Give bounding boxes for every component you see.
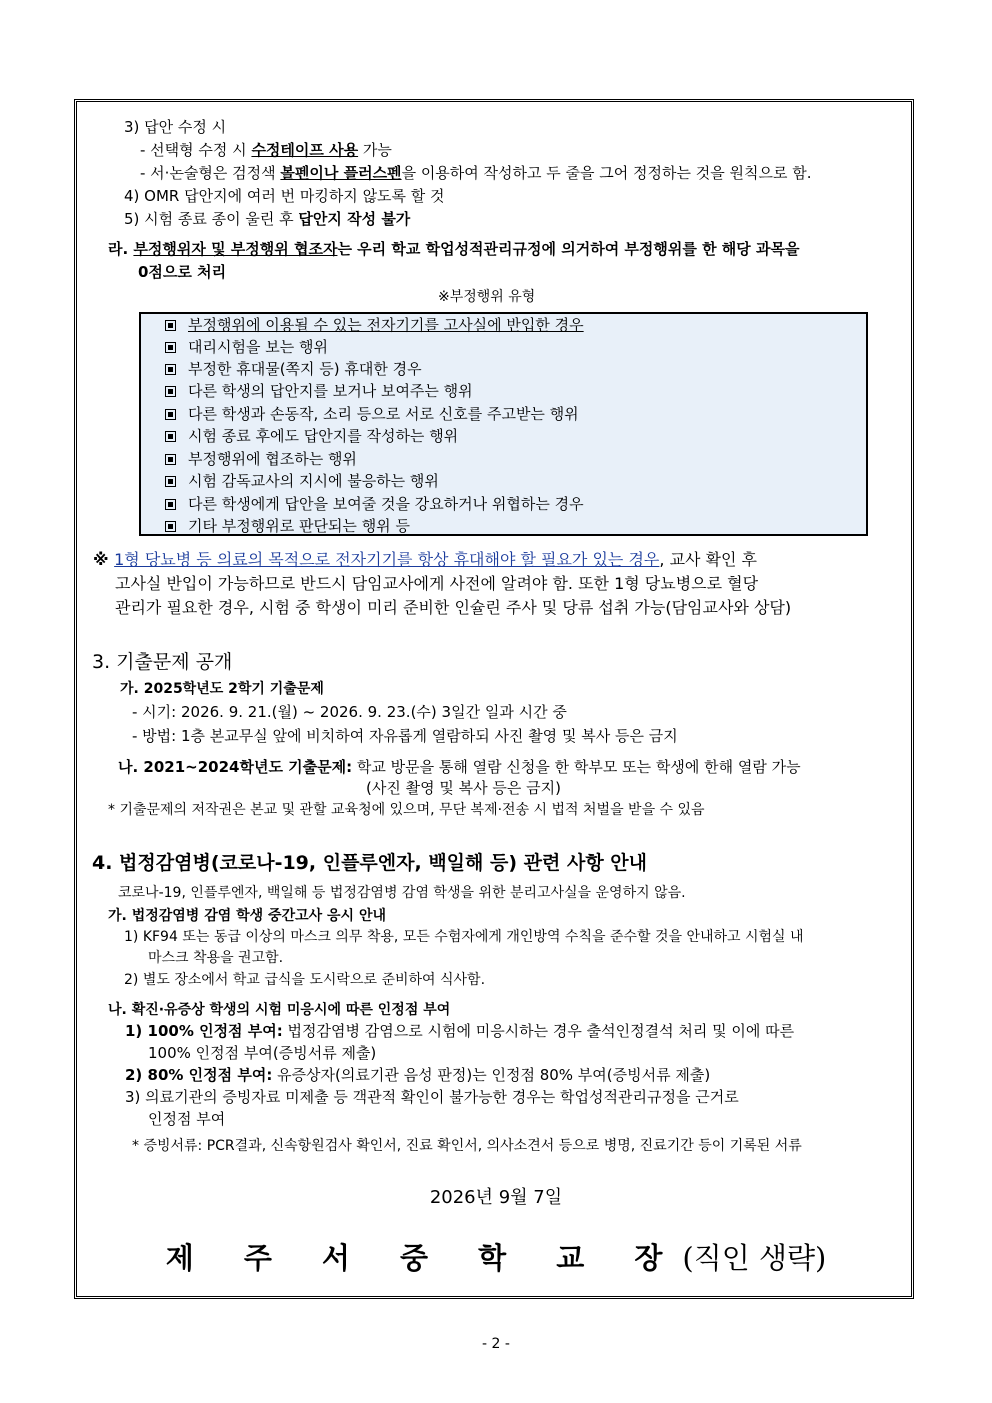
signature-line bbox=[0, 1236, 992, 1277]
square-bullet-icon bbox=[165, 454, 176, 465]
type-item: 다른 학생에게 답안을 보여줄 것을 강요하거나 위협하는 경우 bbox=[165, 494, 584, 514]
type-item: 다른 학생과 손동작, 소리 등으로 서로 신호를 주고받는 행위 bbox=[165, 404, 579, 424]
cheating-types-box bbox=[139, 312, 868, 536]
principal-title: 제 주 서 중 학 교 장 bbox=[165, 1241, 683, 1275]
evidence-note: * 증빙서류: PCR결과, 신속항원검사 확인서, 진료 확인서, 의사소견서 등으로 병명, 진료기간 등이 기록된 서류 bbox=[132, 1138, 802, 1154]
infection-na: 나. 확진·유증상 학생의 시험 미응시에 따른 인정점 부여 bbox=[108, 1002, 451, 1018]
type-item: 기타 부정행위로 판단되는 행위 등 bbox=[165, 516, 410, 536]
square-bullet-icon bbox=[165, 499, 176, 510]
type-item: 시험 감독교사의 지시에 불응하는 행위 bbox=[165, 471, 439, 491]
type-item: 다른 학생의 답안지를 보거나 보여주는 행위 bbox=[165, 381, 473, 401]
type-item: 부정행위에 협조하는 행위 bbox=[165, 449, 357, 469]
answer-edit-choice: - 선택형 수정 시 수정테이프 사용 가능 bbox=[140, 141, 392, 159]
infection-ga-1: 1) KF94 또는 동급 이상의 마스크 의무 착용, 모든 수험자에게 개인방역 수칙을 준수할 것을 안내하고 시험실 내 bbox=[124, 929, 804, 945]
past-exams-ga: 가. 2025학년도 2학기 기출문제 bbox=[120, 681, 324, 697]
square-bullet-icon bbox=[165, 320, 176, 331]
type-item: 부정행위에 이용될 수 있는 전자기기를 고사실에 반입한 경우 bbox=[165, 315, 584, 335]
past-exams-na-cont: (사진 촬영 및 복사 등은 금지) bbox=[366, 779, 561, 797]
square-bullet-icon bbox=[165, 342, 176, 353]
answer-edit-essay: - 서·논술형은 검정색 볼펜이나 플러스펜을 이용하여 작성하고 두 줄을 그어 정정하는 것을 원칙으로 함. bbox=[140, 164, 812, 182]
infection-na-3: 3) 의료기관의 증빙자료 미제출 등 객관적 확인이 불가능한 경우는 학업성적관리규정을 근거로 bbox=[125, 1088, 739, 1106]
infection-intro: 코로나-19, 인플루엔자, 백일해 등 법정감염병 감염 학생을 위한 분리고사실을 운영하지 않음. bbox=[118, 885, 686, 901]
infection-ga-2: 2) 별도 장소에서 학교 급식을 도시락으로 준비하여 식사함. bbox=[124, 972, 486, 988]
past-exams-period: - 시기: 2026. 9. 21.(월) ~ 2026. 9. 23.(수) 3일간 일과 시간 중 bbox=[132, 703, 567, 721]
square-bullet-icon bbox=[165, 476, 176, 487]
section-heading-past-exams: 3. 기출문제 공개 bbox=[92, 651, 233, 673]
omr-rule: 4) OMR 답안지에 여러 번 마킹하지 않도록 할 것 bbox=[124, 187, 445, 205]
end-rule: 5) 시험 종료 종이 울린 후 답안지 작성 불가 bbox=[124, 210, 411, 228]
square-bullet-icon bbox=[165, 409, 176, 420]
infection-ga: 가. 법정감염병 감염 학생 중간고사 응시 안내 bbox=[108, 908, 386, 924]
past-exams-method: - 방법: 1층 본교무실 앞에 비치하여 자유롭게 열람하되 사진 촬영 및 복사 등은 금지 bbox=[132, 727, 678, 745]
copyright-note: * 기출문제의 저작권은 본교 및 관할 교육청에 있으며, 무단 복제·전송 시 법적 처벌을 받을 수 있음 bbox=[108, 802, 705, 818]
square-bullet-icon bbox=[165, 431, 176, 442]
answer-edit-heading: 3) 답안 수정 시 bbox=[124, 118, 227, 136]
past-exams-na: 나. 2021~2024학년도 기출문제: 학교 방문을 통해 열람 신청을 한 학부모 또는 학생에 한해 열람 가능 bbox=[118, 758, 801, 776]
infection-ga-1-cont: 마스크 착용을 권고함. bbox=[148, 950, 284, 966]
document-date: 2026년 9월 7일 bbox=[429, 1187, 563, 1208]
infection-na-1-cont: 100% 인정점 부여(증빙서류 제출) bbox=[148, 1044, 377, 1062]
medical-note-l3: 관리가 필요한 경우, 시험 중 학생이 미리 준비한 인슐린 주사 및 당류 섭취 가능(담임교사와 상담) bbox=[115, 598, 792, 617]
types-title: ※부정행위 유형 bbox=[438, 289, 536, 305]
section-heading-infection: 4. 법정감염병(코로나-19, 인플루엔자, 백일해 등) 관련 사항 안내 bbox=[92, 852, 648, 874]
type-item: 대리시험을 보는 행위 bbox=[165, 337, 328, 357]
infection-na-1: 1) 100% 인정점 부여: 법정감염병 감염으로 시험에 미응시하는 경우 출석인정결석 처리 및 이에 따른 bbox=[125, 1022, 795, 1040]
medical-note: ※ 1형 당뇨병 등 의료의 목적으로 전자기기를 항상 휴대해야 할 필요가 있는 경우, 교사 확인 후 bbox=[93, 550, 758, 569]
type-item: 부정한 휴대물(쪽지 등) 휴대한 경우 bbox=[165, 359, 422, 379]
page-number: - 2 - bbox=[482, 1336, 510, 1352]
seal-note: (직인 생략) bbox=[682, 1241, 827, 1275]
cheating-rule: 라. 부정행위자 및 부정행위 협조자는 우리 학교 학업성적관리규정에 의거하여 부정행위를 한 해당 과목을 bbox=[108, 240, 800, 258]
medical-note-l2: 고사실 반입이 가능하므로 반드시 담임교사에게 사전에 알려야 함. 또한 1형 당뇨병으로 혈당 bbox=[115, 574, 759, 593]
square-bullet-icon bbox=[165, 364, 176, 375]
type-item: 시험 종료 후에도 답안지를 작성하는 행위 bbox=[165, 426, 458, 446]
cheating-rule-cont: 0점으로 처리 bbox=[138, 263, 227, 281]
square-bullet-icon bbox=[165, 521, 176, 532]
infection-na-3-cont: 인정점 부여 bbox=[148, 1110, 226, 1128]
square-bullet-icon bbox=[165, 386, 176, 397]
infection-na-2: 2) 80% 인정점 부여: 유증상자(의료기관 음성 판정)는 인정점 80% 부여(증빙서류 제출) bbox=[125, 1066, 711, 1084]
